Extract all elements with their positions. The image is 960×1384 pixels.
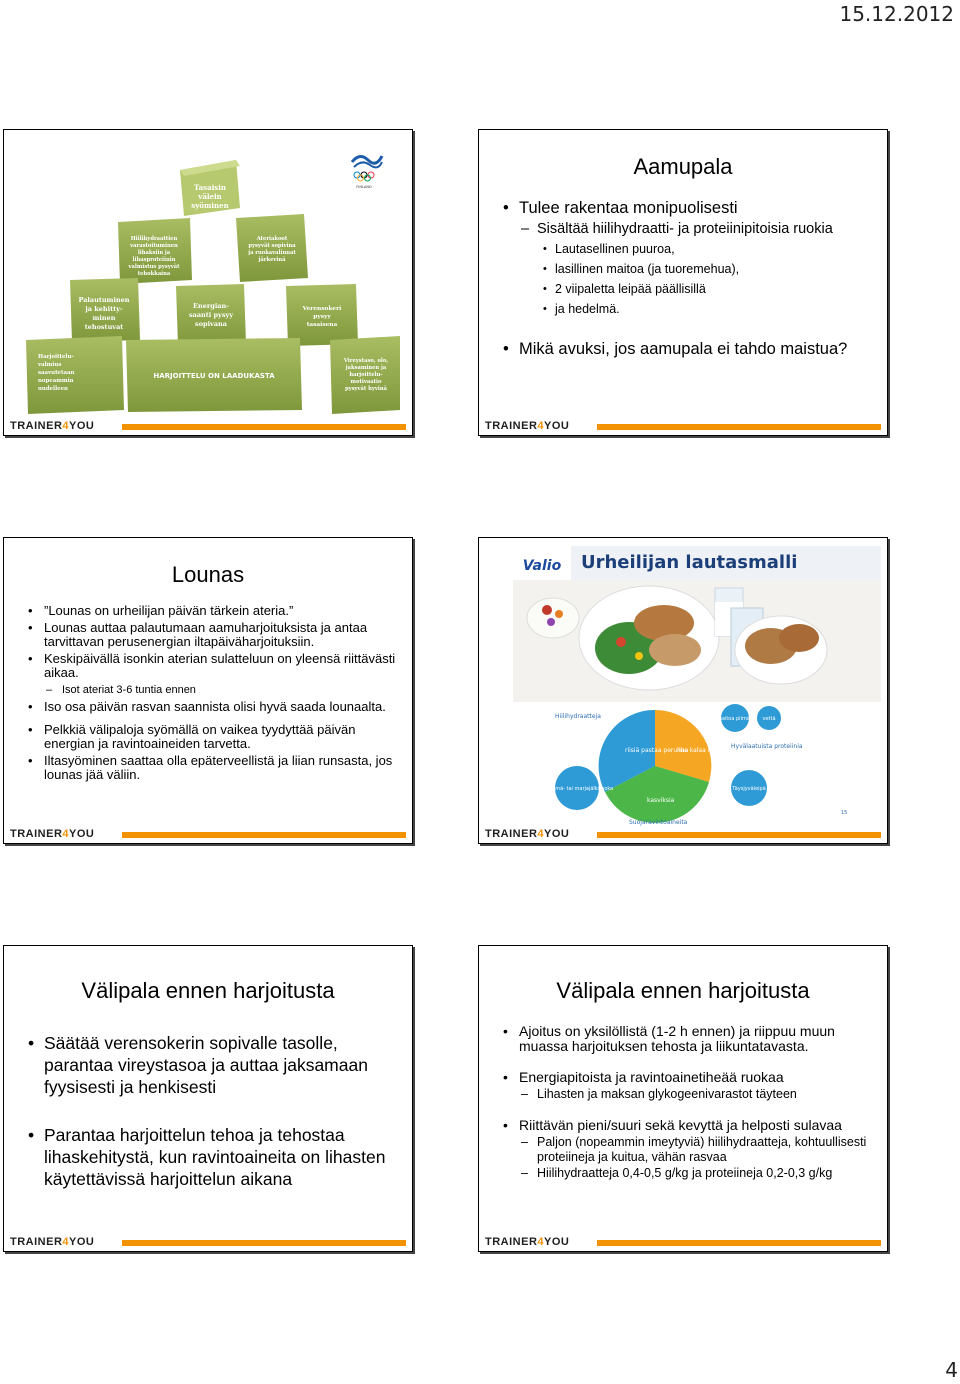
slide-footer	[4, 417, 412, 435]
block-row3-left: Palautuminen ja kehitty-minen tehostuvat	[78, 296, 130, 331]
label-hiilihydraatteja: Hiilihydraatteja	[555, 713, 601, 720]
block-bottom-mid: HARJOITTELU ON LAADUKASTA	[153, 372, 275, 380]
bullet: • Riittävän pieni/suuri sekä kevyttä ja helposti sulavaa	[479, 1118, 887, 1133]
block-bottom-left: Harjoittelu-valmius saavutetaan nopeammin uudelleen	[38, 354, 75, 392]
trainer4you-logo: TRAINER4YOU	[485, 1236, 570, 1248]
block-mid-right: Ateriakoot pysyvät sopivina ja ruokavalinnat järkevinä	[248, 236, 296, 263]
bullet: • Parantaa harjoittelun tehoa ja tehostaa lihaskehitystä, kun ravintoaineita on lihasten käytettävissä harjoittelun aikana	[4, 1124, 412, 1190]
slide-5-valipala	[3, 945, 413, 1252]
block-mid-left: Hiilihydraattien varastoituminen lihaksiin ja lihasproteiinin valmistus pysyvät tehokkaina	[128, 236, 180, 277]
slide-6-valipala	[478, 945, 888, 1252]
footer-bar	[122, 1240, 406, 1246]
sub-bullet: – Isot ateriat 3-6 tuntia ennen	[4, 683, 412, 697]
block-row3-right: Verensokeri pysyy tasaisena	[302, 306, 342, 328]
sub-sub-bullet: • 2 viipaletta leipää päällisillä	[479, 279, 887, 299]
page-number: 4	[945, 1358, 958, 1382]
footer-bar	[597, 424, 881, 430]
slide-footer	[479, 1233, 887, 1251]
page-date: 15.12.2012	[839, 2, 954, 26]
footer-bar	[597, 832, 881, 838]
trainer4you-logo: TRAINER4YOU	[485, 420, 570, 432]
block-top: Tasaisin välein syöminen	[191, 183, 229, 210]
sub-bullet: – Sisältää hiilihydraatti- ja proteiinipitoisia ruokia	[479, 219, 887, 239]
bullet: • Tulee rakentaa monipuolisesti	[479, 198, 887, 219]
bullet-list	[479, 1024, 887, 1181]
bullet: • Keskipäivällä isonkin aterian sulatteluun on yleensä riittävästi aikaa.	[4, 652, 412, 680]
sub-sub-bullet: • ja hedelmä.	[479, 299, 887, 319]
footer-bar	[597, 1240, 881, 1246]
sub-bullet: – Paljon (nopeammin imeytyviä) hiilihydraatteja, kohtuullisesti proteiineja ja kuitua, vähän rasvaa	[479, 1135, 887, 1165]
slide-footer	[479, 825, 887, 843]
slide-2-aamupala	[478, 129, 888, 436]
bullet: • Lounas auttaa palautumaan aamuharjoituksista ja antaa tarvittavan perusenergian iltapäiväharjoituksiin.	[4, 621, 412, 649]
block-row3-mid: Energian-saanti pysyy sopivana	[188, 302, 234, 328]
bullet: • Iso osa päivän rasvan saannista olisi hyvä saada lounaalta.	[4, 700, 412, 714]
bullet: • Ajoitus on yksilöllistä (1-2 h ennen) ja riippuu muun muassa harjoituksen tehosta ja liikuntatavasta.	[479, 1024, 887, 1054]
slide-title: Lounas	[171, 562, 245, 587]
trainer4you-logo: TRAINER4YOU	[10, 828, 95, 840]
bullet-list	[479, 198, 887, 360]
trainer4you-logo: TRAINER4YOU	[10, 1236, 95, 1248]
slide-title: Aamupala	[633, 154, 733, 179]
bullet: • Energiapitoista ja ravintoainetiheää ruokaa	[479, 1070, 887, 1085]
bullet: • Pelkkiä välipaloja syömällä on vaikea tyydyttää päivän energian ja ravintoaineiden tarvetta.	[4, 723, 412, 751]
label-riisi: riisiä pastaa perunaa	[625, 747, 689, 754]
bullet: • ”Lounas on urheilijan päivän tärkein ateria.”	[4, 604, 412, 618]
finland-olympic-logo	[348, 148, 386, 190]
bullet: • Mikä avuksi, jos aamupala ei tahdo maistua?	[479, 339, 887, 360]
label-hyvalaatuista: Hyvälaatuista proteiinia	[731, 743, 803, 750]
bullet: • Iltasyöminen saattaa olla epäterveellistä ja liian runsasta, jos lounas jää väliin.	[4, 754, 412, 782]
footer-bar	[122, 832, 406, 838]
trainer4you-logo: TRAINER4YOU	[485, 828, 570, 840]
plate-title: Urheilijan lautasmalli	[581, 552, 798, 573]
svg-text:FINLAND: FINLAND	[356, 185, 372, 189]
label-kasviksia: kasviksia	[647, 797, 675, 804]
slide-footer	[4, 1233, 412, 1251]
valio-logo: Valio	[522, 558, 562, 574]
bullet-list	[4, 604, 412, 782]
label-suojaravinto: Suojaravintoaineita	[629, 819, 688, 826]
trainer4you-logo: TRAINER4YOU	[10, 420, 95, 432]
slide-footer	[4, 825, 412, 843]
block-bottom-right: Vireystaso, olo, jaksaminen ja harjoittelu-motivaatio pysyvät hyvinä	[343, 358, 389, 392]
slide-4-plate-model	[478, 537, 888, 844]
sub-sub-bullet: • lasillinen maitoa (ja tuoremehua),	[479, 259, 887, 279]
sub-sub-bullet: • Lautasellinen puuroa,	[479, 239, 887, 259]
label-taysjyva: Täysjyväleipä	[732, 786, 766, 792]
slide-title: Välipala ennen harjoitusta	[81, 978, 335, 1003]
label-liha: liha kalaa kanaa	[677, 747, 726, 754]
bullet: • Säätää verensokerin sopivalle tasolle, parantaa vireystasoa ja auttaa jaksamaan fyysisesti ja henkisesti	[4, 1032, 412, 1098]
bullet-list	[4, 1032, 412, 1190]
label-hedelmia: Hedelmä- tai marjajälkiruoka	[540, 786, 614, 792]
slide-title: Välipala ennen harjoitusta	[556, 978, 810, 1003]
sub-bullet: – Lihasten ja maksan glykogeenivarastot täyteen	[479, 1087, 887, 1102]
slide-footer	[479, 417, 887, 435]
label-page: 15	[841, 810, 848, 816]
label-vetta: vettä	[762, 716, 776, 722]
sub-bullet: – Hiilihydraatteja 0,4-0,5 g/kg ja proteiineja 0,2-0,3 g/kg	[479, 1166, 887, 1181]
footer-bar	[122, 424, 406, 430]
plate-model-image	[479, 538, 888, 828]
slide-3-lounas	[3, 537, 413, 844]
slide-1-pyramid	[3, 129, 413, 436]
label-maito: maitoa piimää	[717, 716, 753, 722]
